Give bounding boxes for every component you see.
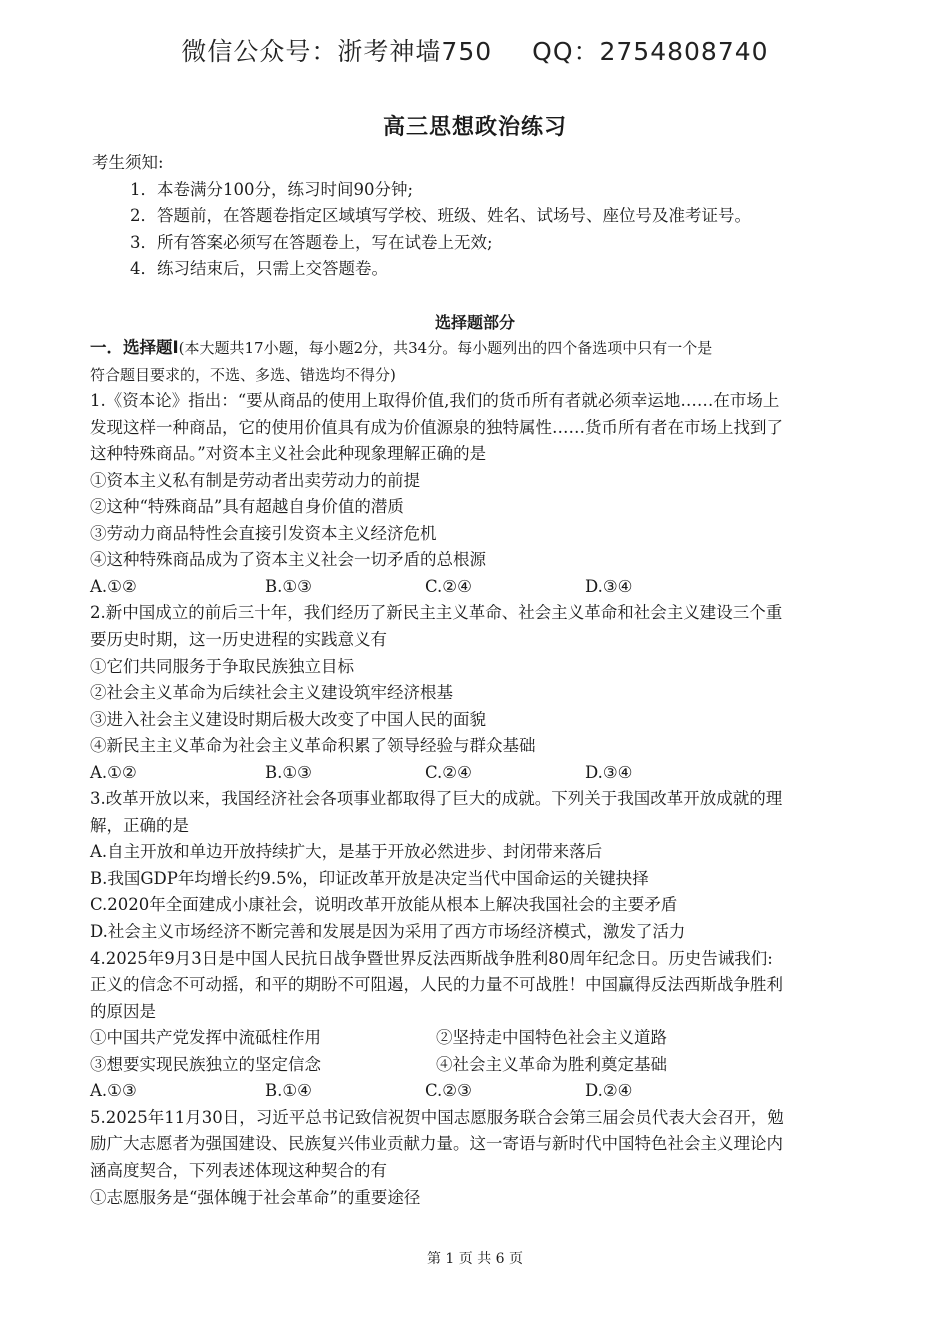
text-line: ③劳动力商品特性会直接引发资本主义经济危机 <box>90 523 437 543</box>
section-title: 选择题部分 <box>434 313 515 332</box>
text-line: 发现这样一种商品，它的使用价值具有成为价值源泉的独特属性……货币所有者在市场上找到了 <box>90 417 783 437</box>
answer-option: B.①③ <box>265 576 312 596</box>
section-lead: 一．选择题Ⅰ <box>90 338 179 357</box>
text-line: 2.新中国成立的前后三十年，我们经历了新民主主义革命、社会主义革命和社会主义建设三个重 <box>90 603 783 623</box>
answer-option: C.②③ <box>425 1081 472 1101</box>
text-line: 解，正确的是 <box>90 815 189 835</box>
text-line: A.自主开放和单边开放持续扩大，是基于开放必然进步、封闭带来落后 <box>90 842 603 862</box>
answer-option: C.②④ <box>425 576 472 596</box>
text-line: 要历史时期，这一历史进程的实践意义有 <box>90 630 387 650</box>
text-line: 这种特殊商品。”对资本主义社会此种现象理解正确的是 <box>90 444 487 464</box>
answer-option: B.①③ <box>265 762 312 782</box>
text-line: 4.2025年9月3日是中国人民抗日战争暨世界反法西斯战争胜利80周年纪念日。历史告诫我们: <box>90 948 773 968</box>
text-line: ①资本主义私有制是劳动者出卖劳动力的前提 <box>90 470 420 490</box>
statement-row <box>90 1025 865 1052</box>
statement-row <box>90 1052 865 1079</box>
text-line: ③进入社会主义建设时期后极大改变了中国人民的面貌 <box>90 709 486 729</box>
text-line: 正义的信念不可动摇，和平的期盼不可阻遏，人民的力量不可战胜！中国赢得反法西斯战争胜利 <box>90 975 783 995</box>
text-line: ②这种“特殊商品”具有超越自身价值的潜质 <box>90 497 404 517</box>
notice-heading: 考生须知: <box>92 153 164 172</box>
statement: ②坚持走中国特色社会主义道路 <box>436 1028 667 1048</box>
watermark-header <box>0 32 950 68</box>
answer-option: B.①④ <box>265 1081 312 1101</box>
text-line: 5.2025年11月30日，习近平总书记致信祝贺中国志愿服务联合会第三届会员代表大会召开，勉 <box>90 1107 784 1127</box>
text-line: ④新民主主义革命为社会主义革命积累了领导经验与群众基础 <box>90 736 536 756</box>
text-line: 1.《资本论》指出：“要从商品的使用上取得价值,我们的货币所有者就必须幸运地……在市场上 <box>90 391 780 411</box>
statement: ③想要实现民族独立的坚定信念 <box>90 1054 321 1074</box>
question-body <box>90 335 865 1211</box>
statement: ①中国共产党发挥中流砥柱作用 <box>90 1028 321 1048</box>
instruction-text: 符合题目要求的，不选、多选、错选均不得分) <box>90 365 396 384</box>
answer-option: A.①② <box>90 762 137 782</box>
page-footer: 第 1 页 共 6 页 <box>426 1251 524 1267</box>
answer-option: A.①② <box>90 576 137 596</box>
text-line: ②社会主义革命为后续社会主义建设筑牢经济根基 <box>90 683 453 703</box>
answer-option: D.②④ <box>585 1081 633 1101</box>
notice-item: 1．本卷满分100分，练习时间90分钟; <box>130 179 414 199</box>
answer-options <box>90 1078 865 1105</box>
notice-item: 4．练习结束后，只需上交答题卷。 <box>130 259 388 279</box>
text-line: 的原因是 <box>90 1001 156 1021</box>
text-line: D.社会主义市场经济不断完善和发展是因为采用了西方市场经济模式，激发了活力 <box>90 922 686 942</box>
text-line: 励广大志愿者为强国建设、民族复兴伟业贡献力量。这一寄语与新时代中国特色社会主义理论内 <box>90 1134 783 1154</box>
answer-option: D.③④ <box>585 576 633 596</box>
page-title: 高三思想政治练习 <box>382 115 567 140</box>
exam-notice <box>92 150 751 283</box>
notice-item: 3．所有答案必须写在答题卷上，写在试卷上无效; <box>130 232 493 252</box>
text-line: 3.改革开放以来，我国经济社会各项事业都取得了巨大的成就。下列关于我国改革开放成就的理 <box>90 789 783 809</box>
answer-option: A.①③ <box>90 1081 137 1101</box>
statement: ④社会主义革命为胜利奠定基础 <box>436 1054 667 1074</box>
qq-number: QQ：2754808740 <box>532 37 769 66</box>
text-line: ④这种特殊商品成为了资本主义社会一切矛盾的总根源 <box>90 550 486 570</box>
text-line: B.我国GDP年均增长约9.5%，印证改革开放是决定当代中国命运的关键抉择 <box>90 868 649 888</box>
text-line: ①志愿服务是“强体魄于社会革命”的重要途径 <box>90 1187 421 1207</box>
answer-option: D.③④ <box>585 762 633 782</box>
instruction-text: (本大题共17小题，每小题2分，共34分。每小题列出的四个备选项中只有一个是 <box>178 339 713 357</box>
text-line: C.2020年全面建成小康社会，说明改革开放能从根本上解决我国社会的主要矛盾 <box>90 895 678 915</box>
text-line: 涵高度契合，下列表述体现这种契合的有 <box>90 1160 387 1180</box>
answer-options <box>90 760 865 787</box>
text-line <box>90 362 865 389</box>
notice-item: 2．答题前，在答题卷指定区域填写学校、班级、姓名、试场号、座位号及准考证号。 <box>130 206 751 226</box>
text-line: ①它们共同服务于争取民族独立目标 <box>90 656 354 676</box>
answer-options <box>90 574 865 601</box>
wechat-account: 微信公众号：浙考神墙750 <box>181 37 493 66</box>
answer-option: C.②④ <box>425 762 472 782</box>
section-instruction <box>90 335 865 362</box>
